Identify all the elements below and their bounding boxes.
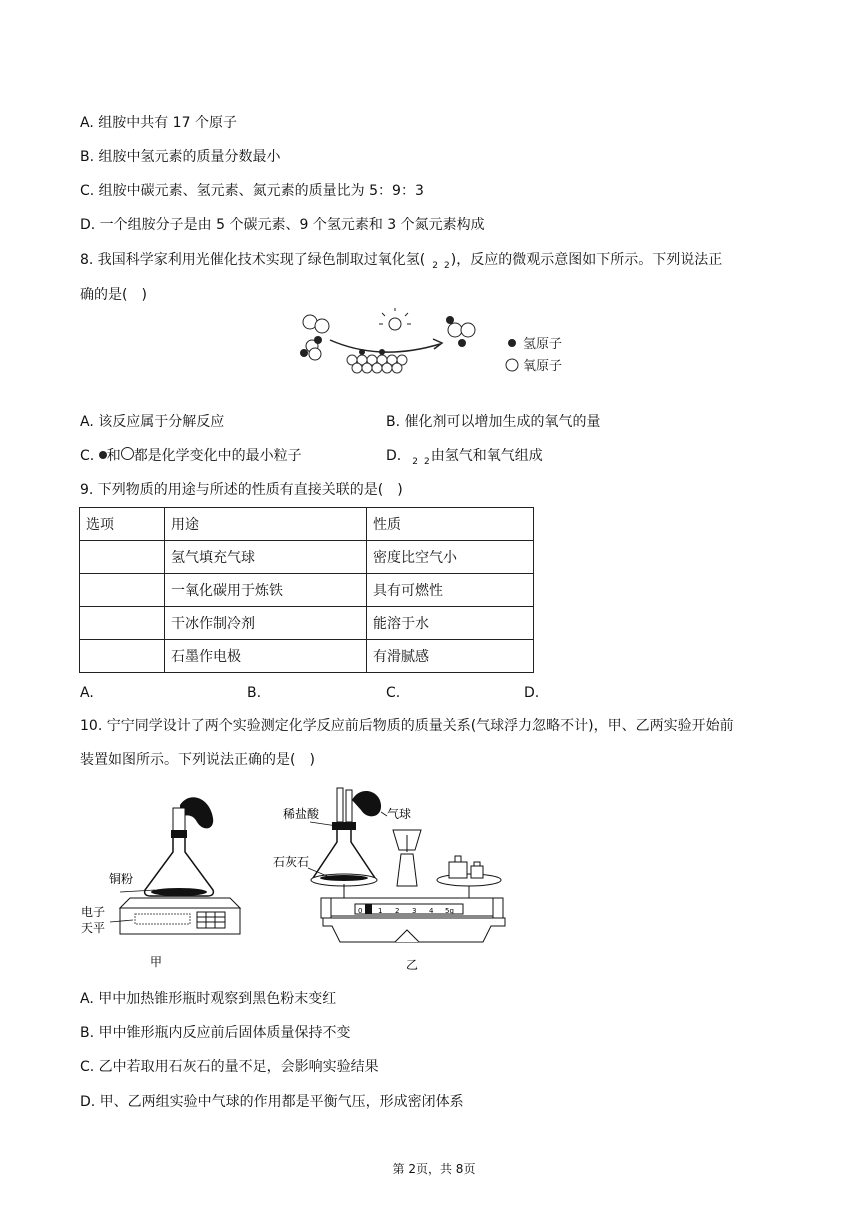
q8-option-c-rest: 都是化学变化中的最小粒子 — [133, 448, 302, 464]
label-yi: 乙 — [406, 958, 419, 972]
q10-option-b: B. 甲中锥形瓶内反应前后固体质量保持不变 — [80, 1025, 351, 1041]
svg-text:0: 0 — [358, 907, 363, 915]
q9-stem: 9. 下列物质的用途与所述的性质有直接关联的是( ) — [80, 482, 403, 498]
q10-stem-line2: 装置如图所示。下列说法正确的是( ) — [80, 752, 315, 768]
q9-table — [79, 507, 534, 673]
svg-text:4: 4 — [429, 907, 434, 915]
jia-apparatus — [110, 797, 240, 934]
table-header-row — [80, 508, 534, 541]
table-cell — [80, 541, 165, 574]
q8-option-c — [80, 446, 302, 466]
oxygen-atom-icon — [121, 447, 134, 460]
q7-option-c: C. 组胺中碳元素、氢元素、氮元素的质量比为 5：9：3 — [80, 183, 424, 199]
q10-stem-line1: 10. 宁宁同学设计了两个实验测定化学反应前后物质的质量关系(气球浮力忽略不计)，甲、乙两实验开始前 — [80, 718, 734, 734]
table-row — [80, 607, 534, 640]
table-cell: 密度比空气小 — [367, 541, 534, 574]
table-row — [80, 574, 534, 607]
q7-option-d: D. 一个组胺分子是由 5 个碳元素、9 个氢元素和 3 个氮元素构成 — [80, 217, 485, 233]
q8-stem-line2: 确的是( ) — [80, 287, 147, 303]
label-balance-1: 电子 — [81, 905, 106, 919]
svg-text:2: 2 — [395, 907, 400, 915]
q8-option-b: B. 催化剂可以增加生成的氧气的量 — [386, 414, 601, 430]
hydrogen-legend-icon — [508, 339, 516, 347]
label-balloon: 气球 — [387, 807, 412, 821]
svg-text:5g: 5g — [445, 907, 454, 915]
q8-option-a: A. 该反应属于分解反应 — [80, 414, 225, 430]
table-header-cell: 性质 — [367, 508, 534, 541]
q10-option-a: A. 甲中加热锥形瓶时观察到黑色粉末变红 — [80, 991, 337, 1007]
table-row — [80, 640, 534, 673]
q8-stem-part1: 8. 我国科学家利用光催化技术实现了绿色制取过氧化氢( — [80, 252, 426, 268]
q8-option-d-prefix: D. — [386, 448, 402, 464]
light-bulb-icon — [379, 308, 411, 330]
experiment-diagram — [75, 780, 515, 975]
q8-option-d — [386, 446, 543, 468]
q7-option-b: B. 组胺中氢元素的质量分数最小 — [80, 149, 281, 165]
q8-option-d-sub1: 2 — [412, 457, 418, 467]
q7-option-a: A. 组胺中共有 17 个原子 — [80, 115, 237, 131]
reaction-diagram — [290, 306, 580, 386]
q8-stem — [80, 250, 722, 272]
table-cell — [80, 574, 165, 607]
label-copper: 铜粉 — [109, 872, 134, 886]
q10-option-d: D. 甲、乙两组实验中气球的作用都是平衡气压，形成密闭体系 — [80, 1094, 464, 1110]
table-row — [80, 541, 534, 574]
table-cell: 石墨作电极 — [165, 640, 367, 673]
oxygen-legend-icon — [506, 359, 518, 371]
oxygen-legend-label: 氧原子 — [523, 359, 563, 374]
table-header-cell: 选项 — [80, 508, 165, 541]
hydrogen-legend-label: 氢原子 — [523, 337, 563, 352]
product-molecules — [446, 316, 475, 347]
hydrogen-atom-icon — [99, 451, 107, 459]
q8-option-d-rest: 由氢气和氧气组成 — [430, 448, 543, 464]
table-cell — [80, 640, 165, 673]
q9-answer-c: C. — [386, 685, 401, 701]
q8-option-c-and: 和 — [106, 448, 121, 464]
q8-sub1: 2 — [432, 261, 439, 271]
reaction-arrow — [330, 340, 440, 352]
q8-option-c-prefix: C. — [80, 448, 95, 464]
q9-answer-a: A. — [80, 685, 94, 701]
svg-text:1: 1 — [378, 907, 383, 915]
label-limestone: 石灰石 — [273, 855, 310, 869]
table-cell: 一氧化碳用于炼铁 — [165, 574, 367, 607]
label-balance-2: 天平 — [81, 921, 106, 935]
q10-option-c: C. 乙中若取用石灰石的量不足，会影响实验结果 — [80, 1059, 379, 1075]
table-cell: 干冰作制冷剂 — [165, 607, 367, 640]
label-jia: 甲 — [150, 955, 163, 969]
q8-option-d-sub2: 2 — [423, 457, 430, 467]
table-cell: 氢气填充气球 — [165, 541, 367, 574]
water-molecules-left — [300, 315, 329, 360]
catalyst-surface — [347, 349, 407, 373]
table-header-cell: 用途 — [165, 508, 367, 541]
q8-stem-part2: )，反应的微观示意图如下所示。下列说法正 — [450, 252, 723, 268]
q9-answer-d: D. — [524, 685, 540, 701]
svg-text:3: 3 — [412, 907, 417, 915]
q8-sub2: 2 — [444, 261, 450, 271]
table-cell: 具有可燃性 — [367, 574, 534, 607]
table-cell: 有滑腻感 — [367, 640, 534, 673]
table-cell — [80, 607, 165, 640]
table-cell: 能溶于水 — [367, 607, 534, 640]
label-acid: 稀盐酸 — [283, 807, 320, 821]
page-footer: 第 2页，共 8页 — [392, 1162, 476, 1176]
q9-answer-b: B. — [247, 685, 262, 701]
